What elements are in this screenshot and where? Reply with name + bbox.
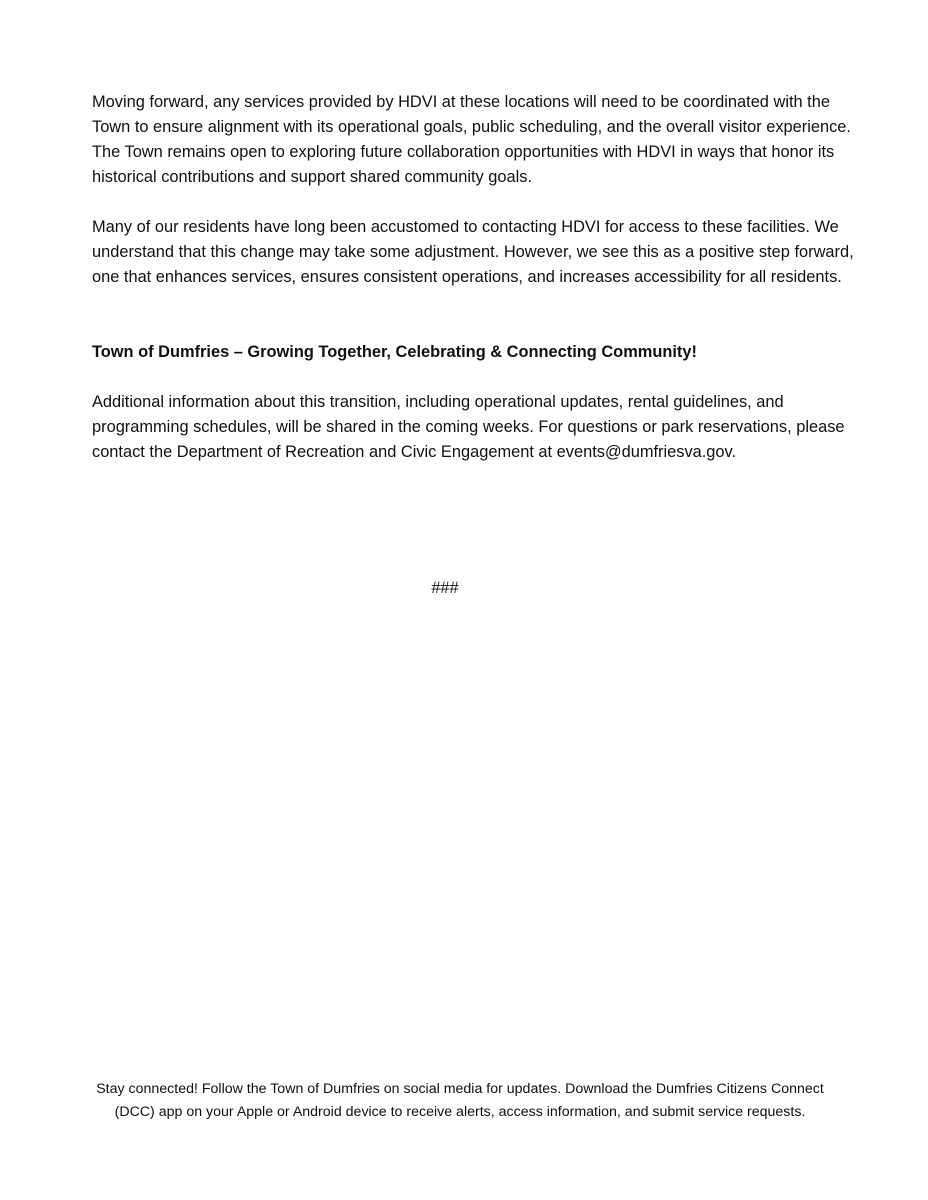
paragraph-residents: Many of our residents have long been accustomed to contacting HDVI for access to these facilities. We understand that this change may take some adjustment. However, we see this as a positive step forward, one that enhances services, ensures consistent operations, and increases accessibility for all residents. <box>92 218 854 286</box>
tagline: Town of Dumfries – Growing Together, Celebrating & Connecting Community! <box>92 343 697 361</box>
footer-note: Stay connected! Follow the Town of Dumfries on social media for updates. Download the Dumfries Citizens Connect (DCC) app on your Apple or Android device to receive alerts, access information, and submit service requests. <box>96 1081 824 1120</box>
paragraph-additional-info: Additional information about this transition, including operational updates, rental guidelines, and programming schedules, will be shared in the coming weeks. For questions or park reservations, please contact the Department of Recreation and Civic Engagement at events@dumfriesva.gov. <box>92 393 845 461</box>
end-mark: ### <box>431 579 459 597</box>
paragraph-coordination: Moving forward, any services provided by HDVI at these locations will need to be coordinated with the Town to ensure alignment with its operational goals, public scheduling, and the overall visitor experience. The Town remains open to exploring future collaboration opportunities with HDVI in ways that honor its historical contributions and support shared community goals. <box>92 93 851 186</box>
